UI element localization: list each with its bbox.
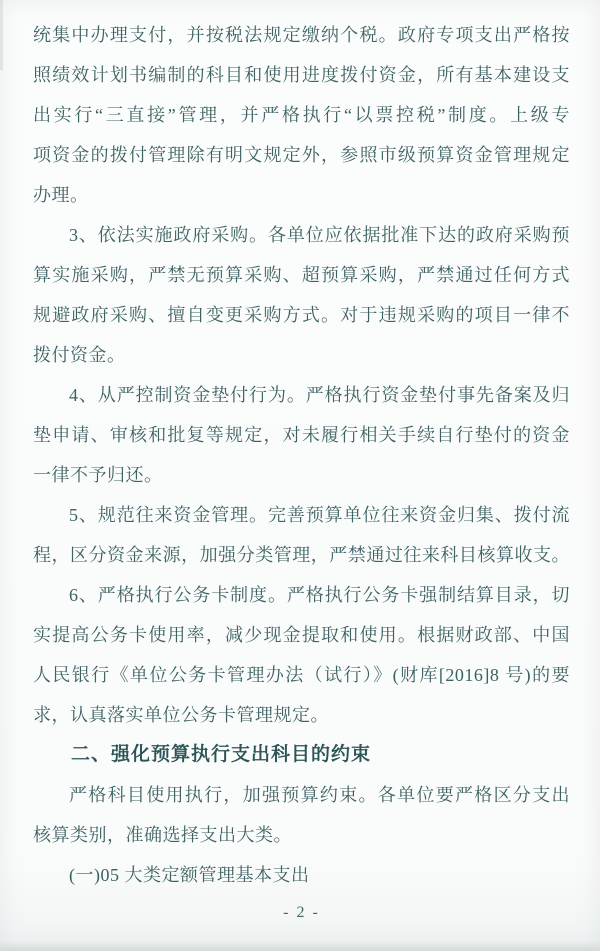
scan-edge-artifact — [0, 0, 3, 70]
text-line: 求，认真落实单位公务卡管理规定。 — [33, 705, 329, 725]
text-line: 严格科目使用执行，加强预算约束。各单位要严格区分支出 — [69, 785, 570, 805]
section-heading: 二、强化预算执行支出科目的约束 — [71, 744, 372, 765]
text-line: 出实行“三直接”管理，并严格执行“以票控税”制度。上级专 — [33, 105, 570, 125]
text-line: 照绩效计划书编制的科目和使用进度拨付资金，所有基本建设支 — [33, 65, 570, 85]
text-line: 人民银行《单位公务卡管理办法（试行）》(财库[2016]8 号)的要 — [33, 665, 570, 685]
scan-edge-artifact — [0, 941, 600, 951]
text-line: 核算类别，准确选择支出大类。 — [33, 825, 292, 845]
text-line: 3、依法实施政府采购。各单位应依据批准下达的政府采购预 — [69, 225, 570, 245]
text-line: 5、规范往来资金管理。完善预算单位往来资金归集、拨付流 — [69, 505, 570, 525]
text-line: 拨付资金。 — [33, 345, 126, 365]
text-line: 规避政府采购、擅自变更采购方式。对于违规采购的项目一律不 — [33, 305, 570, 325]
text-line: 实提高公务卡使用率，减少现金提取和使用。根据财政部、中国 — [33, 625, 570, 645]
text-line: 统集中办理支付，并按税法规定缴纳个税。政府专项支出严格按 — [33, 25, 570, 45]
text-line: (一)05 大类定额管理基本支出 — [69, 865, 310, 885]
text-line: 办理。 — [33, 185, 89, 205]
text-line: 一律不予归还。 — [33, 465, 163, 485]
page-number: - 2 - — [283, 904, 320, 921]
text-line: 4、从严控制资金垫付行为。严格执行资金垫付事先备案及归 — [69, 385, 570, 405]
text-line: 程，区分资金来源，加强分类管理，严禁通过往来科目核算收支。 — [33, 545, 570, 565]
text-line: 算实施采购，严禁无预算采购、超预算采购，严禁通过任何方式 — [33, 265, 570, 285]
text-line: 6、严格执行公务卡制度。严格执行公务卡强制结算目录，切 — [69, 585, 570, 605]
text-line: 垫申请、审核和批复等规定，对未履行相关手续自行垫付的资金 — [33, 425, 570, 445]
text-line: 项资金的拨付管理除有明文规定外，参照市级预算资金管理规定 — [33, 145, 570, 165]
